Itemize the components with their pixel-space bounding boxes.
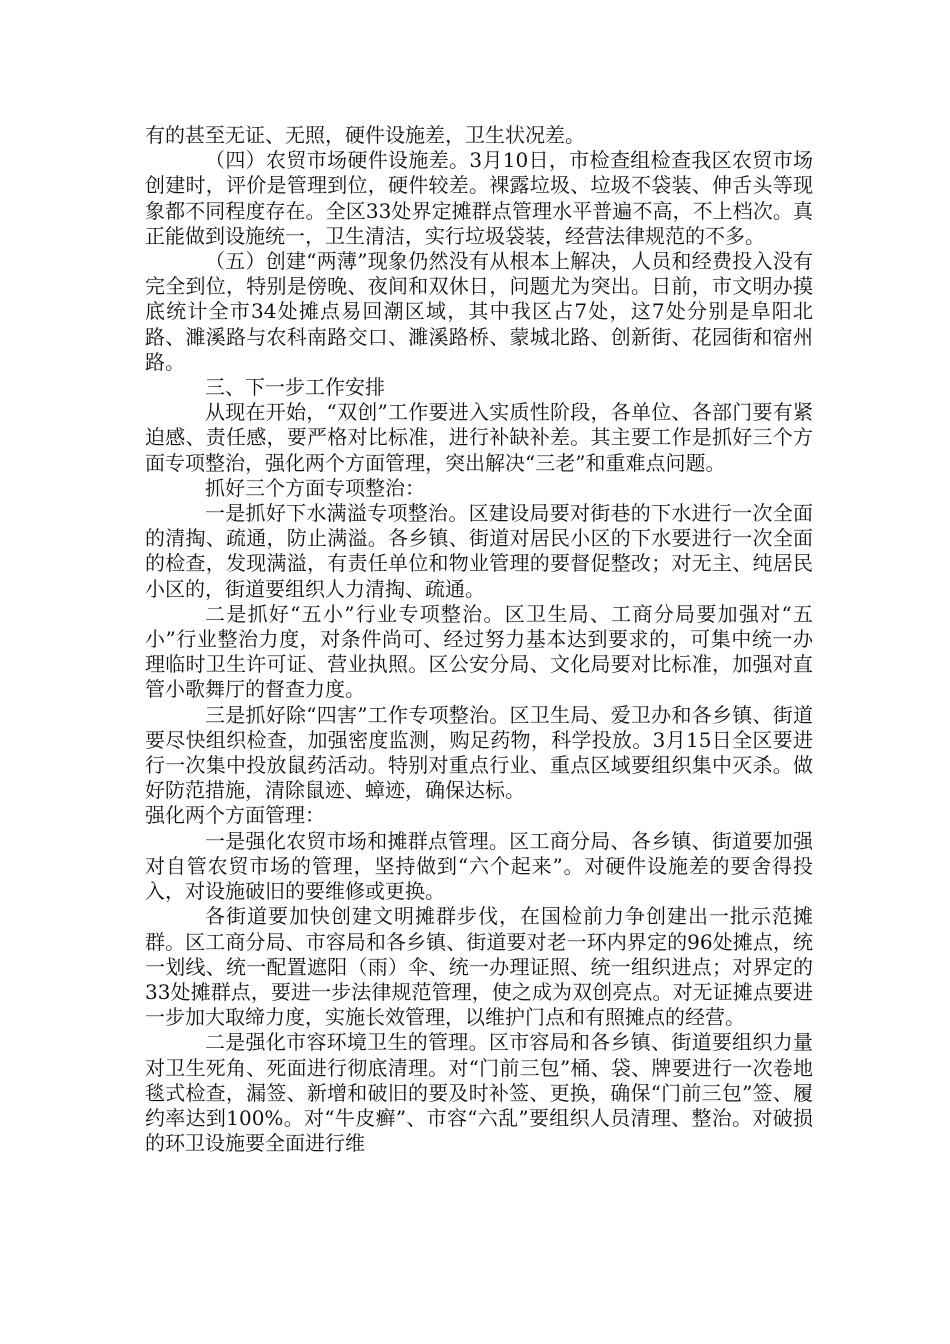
paragraph-3: （五）创建“两薄”现象仍然没有从根本上解决，人员和经费投入没有完全到位，特别是傍晚、夜间和双休日，问题尤为突出。日前，市文明办摸底统计全市34处摊点易回潮区域，其中我区占7处，这7处分别是阜阳北路、濉溪路与农科南路交口、濉溪路桥、蒙城北路、创新街、花园街和宿州路。 [145,249,813,374]
paragraph-8: 二是抓好“五小”行业专项整治。区卫生局、工商分局要加强对“五小”行业整治力度，对条件尚可、经过努力基本达到要求的，可集中统一办理临时卫生许可证、营业执照。区公安分局、文化局要对比标准，加强对直管小歌舞厅的督查力度。 [145,601,813,702]
section-heading: 三、下一步工作安排 [205,375,385,400]
subheading-three-rectifications: 抓好三个方面专项整治： [205,475,425,500]
paragraph-12: 各街道要加快创建文明摊群步伐，在国检前力争创建出一批示范摊群。区工商分局、市容局和各乡镇、街道要对老一环内界定的96处摊点，统一划线、统一配置遮阳（雨）伞、统一办理证照、统一组织进点；对界定的33处摊群点，要进一步法律规范管理，使之成为双创亮点。对无证摊点要进一步加大取缔力度，实施长效管理，以维护门点和有照摊点的经营。 [145,904,813,1030]
paragraph-2: （四）农贸市场硬件设施差。3月10日，市检查组检查我区农贸市场创建时，评价是管理到位，硬件较差。裸露垃圾、垃圾不袋装、伸舌头等现象都不同程度存在。全区33处界定摊群点管理水平普遍不高，不上档次。真正能做到设施统一，卫生清洁，实行垃圾袋装，经营法律规范的不多。 [145,148,813,248]
paragraph-1: 有的甚至无证、无照，硬件设施差，卫生状况差。 [145,123,585,147]
paragraph-5: 从现在开始，“双创”工作要进入实质性阶段，各单位、各部门要有紧迫感、责任感，要严格对比标准，进行补缺补差。其主要工作是抓好三个方面专项整治，强化两个方面管理，突出解决“三老”和重难点问题。 [145,400,813,475]
paragraph-11: 一是强化农贸市场和摊群点管理。区工商分局、各乡镇、街道要加强对自管农贸市场的管理，坚持做到“六个起来”。对硬件设施差的要舍得投入，对设施破旧的要维修或更换。 [145,828,813,904]
subheading-two-managements: 强化两个方面管理： [145,803,325,828]
document-page [145,123,813,1156]
paragraph-9: 三是抓好除“四害”工作专项整治。区卫生局、爱卫办和各乡镇、街道要尽快组织检查，加强密度监测，购足药物，科学投放。3月15日全区要进行一次集中投放鼠药活动。特别对重点行业、重点区域要组织集中灭杀。做好防范措施，清除鼠迹、蟑迹，确保达标。 [145,702,813,803]
paragraph-7: 一是抓好下水满溢专项整治。区建设局要对街巷的下水进行一次全面的清掏、疏通，防止满溢。各乡镇、街道对居民小区的下水要进行一次全面的检查，发现满溢，有责任单位和物业管理的要督促整改；对无主、纯居民小区的，街道要组织人力清掏、疏通。 [145,501,813,601]
paragraph-13: 二是强化市容环境卫生的管理。区市容局和各乡镇、街道要组织力量对卫生死角、死面进行彻底清理。对“门前三包”桶、袋、牌要进行一次卷地毯式检查，漏签、新增和破旧的要及时补签、更换，确保“门前三包”签、履约率达到100%。对“牛皮癣”、市容“六乱”要组织人员清理、整治。对破损的环卫设施要全面进行维 [145,1030,813,1156]
